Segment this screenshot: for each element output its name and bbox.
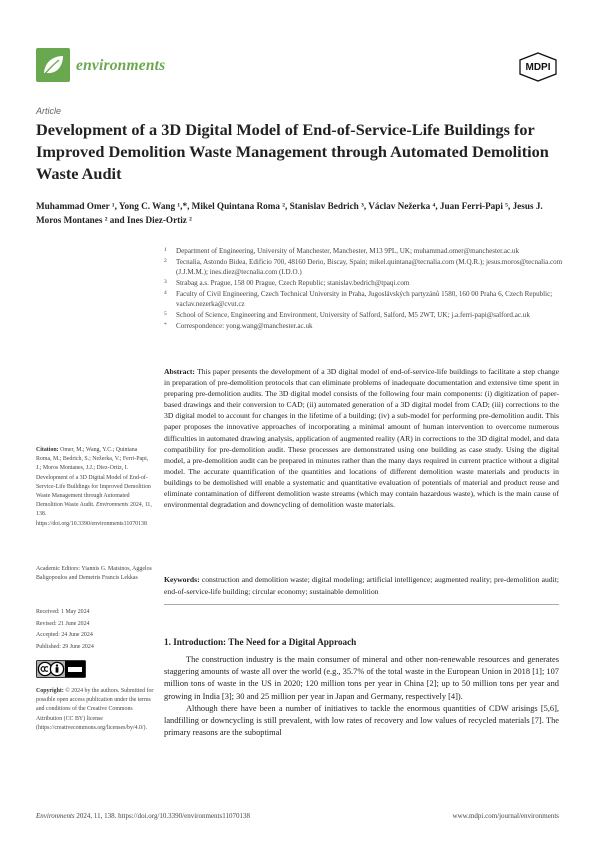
citation-label: Citation: (36, 447, 59, 453)
correspondence: * Correspondence: yong.wang@manchester.ac.uk (164, 321, 313, 330)
keywords-label: Keywords: (164, 575, 200, 584)
academic-editors (36, 565, 154, 583)
affiliation-item: 3 Strabag a.s. Prague, 158 00 Prague, Czech Republic; stanislav.bedrich@tpaqi.com (164, 278, 410, 287)
published-date: Published: 29 June 2024 (36, 643, 94, 650)
cc-by-license-icon[interactable] (36, 660, 86, 678)
publisher-name: MDPI (525, 62, 551, 73)
copyright-label: Copyright: (36, 688, 64, 694)
paragraph: The construction industry is the main consumer of mineral and other non-renewable resources and generates staggering amounts of waste all over the world (e.g., 35.7% of the total waste in the European Union in 2018 [1]; 107 million tons of waste in the US in 2020; 120 million tons per year in China [2]; up to 50 million tons per year and growing in India [3]; 30 and 25 million per year in Japan and Germany, respectively [4]). (164, 655, 559, 701)
copyright-notice (36, 687, 154, 733)
citation-journal: Environments (95, 502, 129, 509)
affiliation-item: 5 School of Science, Engineering and Environment, University of Salford, Salford, M5 2WT, UK; j.a.ferri-papi@salford.ac.uk (164, 310, 530, 319)
keywords-text: construction and demolition waste; digital modeling; artificial intelligence; augmented reality; pre-demolition audit; end-of-service-life building; circular economy; sustainable demolition (164, 575, 559, 596)
received-date: Received: 1 May 2024 (36, 609, 90, 615)
article-type: Article (36, 106, 62, 116)
citation-text: Omer, M.; Wang, Y.C.; Quintana Roma, M.; Bedrich, S.; Nežerka, V.; Ferri-Papi, J.; Moros Montanes, J.J.; Diez-Ortiz, I. Development of a 3D Digital Model of End-of-Service-Life Buildings for Improved Demolition Waste Management through Automated Demolition Waste Audit. (36, 447, 151, 509)
section-body (164, 654, 559, 739)
abstract-text: This paper presents the development of a 3D digital model of end-of-service-life buildings to facilitate a step change in preparation of pre-demolition protocols that can eliminate problems of inadequate documentation and extensive time spent in preparing pre-demolition audits. The 3D digital model consists of the following four main components: (i) digitization of paper-based drawings and their conversion to CAD; (ii) automated generation of a 3D digital model from CAD; (iii) corrections to the 3D digital model to account for changes in the lifetime of a building; (iv) a sub-model for performing pre-demolition audit. This paper proposes the innovative approaches of incorporating a minimal amount of human intervention to overcome numerous difficulties in automated drawing analysis, application of augmented reality (AR) in corrections to the 3D digital model, and data compatibility for pre-demolition audit. These processes are demonstrated using one building as case study. Using the digital model, a pre-demolition audit can be prepared in minutes rather than the many days required in current practice without a digital model. The accurate quantification of the quantities and locations of different demolition waste materials and products in buildings to be demolished will enable a systematic and quantitative evaluation of potentials of material and product reuse and eliminate contamination of different demolition waste streams (which may contain hazardous waste), which is the main cause of environmental degradation and downcycling of demolition waste materials. (164, 367, 559, 510)
keywords (164, 574, 559, 597)
footer-journal-url[interactable]: www.mdpi.com/journal/environments (452, 812, 559, 820)
abstract-label: Abstract: (164, 367, 195, 376)
accepted-date: Accepted: 24 June 2024 (36, 632, 93, 639)
affiliation-item: 2 Tecnalia, Astondo Bidea, Edificio 700, 48160 Derio, Biscay, Spain; mikel.quintana@tecnalia.com (M.Q.R.); jesus.moros@tecnalia.com (J.J.M.M.); ines.diez@tecnalia.com (I.D.O.) (164, 258, 563, 276)
affiliation-item: 1 Department of Engineering, University of Manchester, Manchester, M13 9PL, UK; muhammad.omer@manchester.ac.uk (164, 247, 520, 255)
affiliation-item: 4 Faculty of Civil Engineering, Czech Technical University in Praha, Jugoslávských partyzánů 1580, 160 00 Praha 6, Czech Republic; vaclav.nezerka@cvut.cz (164, 289, 553, 308)
editors-text: Yiannis G. Matsinos, Aggelos Baligopoulos and Demetris Francis Lekkas (36, 566, 152, 582)
section-heading: 1. Introduction: The Need for a Digital Approach (164, 637, 357, 647)
citation-box (36, 446, 154, 529)
journal-name: environments (76, 57, 166, 74)
abstract (164, 366, 559, 510)
author-list: Muhammad Omer ¹, Yong C. Wang ¹,*, Mikel Quintana Roma ², Stanislav Bedrich ³, Václav Nežerka ⁴, Juan Ferri-Papi ⁵, Jesus J. Moros Montanes ² and Ines Diez-Ortiz ² (36, 201, 543, 225)
affiliation-list (164, 247, 564, 333)
footer-citation: Environments 2024, 11, 138. https://doi.org/10.3390/environments11070138 (36, 812, 250, 820)
section-divider (164, 604, 559, 605)
journal-logo-icon (36, 48, 70, 82)
citation-ref: 2024, 11, 138. https://doi.org/10.3390/environments11070138 (36, 502, 152, 527)
revised-date: Revised: 21 June 2024 (36, 620, 90, 627)
paragraph: Although there have been a number of initiatives to tackle the enormous quantities of CDW arisings [5,6], landfilling or downcycling is still prevalent, with low rates of recovery and low values of recycled materials [7]. The primary reasons are the suboptimal (164, 703, 559, 738)
paper-title: Development of a 3D Digital Model of End-of-Service-Life Buildings for Improved Demolition Waste Management through Automated Demolition Waste Audit (36, 120, 549, 183)
editors-label: Academic Editors: (36, 566, 81, 572)
copyright-text: © 2024 by the authors. Submitted for possible open access publication under the terms and conditions of the Creative Commons Attribution (CC BY) license (https://creativecommons.org/licenses/by/4.0/). (36, 688, 154, 731)
publication-dates (36, 608, 154, 654)
